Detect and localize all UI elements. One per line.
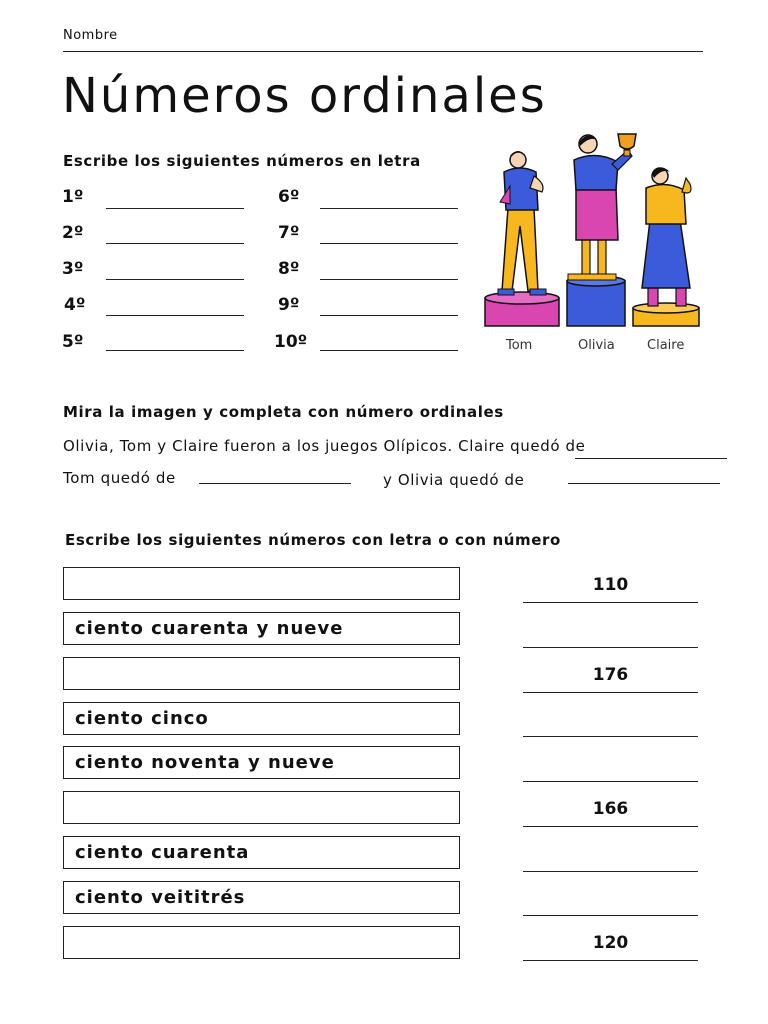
name-field-line[interactable] xyxy=(63,51,703,52)
number-cell[interactable]: 120 xyxy=(523,928,698,961)
ordinal-label: 6º xyxy=(278,187,300,207)
words-box[interactable]: ciento veititrés xyxy=(63,881,460,914)
words-box[interactable] xyxy=(63,926,460,959)
ordinal-label: 3º xyxy=(62,259,84,279)
number-cell[interactable]: 176 xyxy=(523,660,698,693)
ordinal-answer-line[interactable] xyxy=(320,315,458,316)
ordinal-answer-line[interactable] xyxy=(106,279,244,280)
number-cell[interactable]: 110 xyxy=(523,570,698,603)
tom-answer-line[interactable] xyxy=(199,483,351,484)
ordinal-answer-line[interactable] xyxy=(320,208,458,209)
ordinal-label: 8º xyxy=(278,259,300,279)
ordinal-label: 1º xyxy=(62,187,84,207)
claire-answer-line[interactable] xyxy=(575,458,727,459)
page-title: Números ordinales xyxy=(62,68,547,124)
number-cell[interactable] xyxy=(523,615,698,648)
sentence-2a: Tom quedó de xyxy=(63,469,176,487)
ordinal-label: 7º xyxy=(278,223,300,243)
number-cell[interactable] xyxy=(523,704,698,737)
tom-figure-icon xyxy=(485,151,559,326)
olivia-answer-line[interactable] xyxy=(568,483,720,484)
section1-instruction: Escribe los siguientes números en letra xyxy=(63,152,421,170)
ordinal-label: 9º xyxy=(278,295,300,315)
olivia-figure-icon xyxy=(567,134,636,326)
ordinal-label: 2º xyxy=(62,223,84,243)
words-box[interactable] xyxy=(63,657,460,690)
ordinal-label: 10º xyxy=(274,332,308,352)
sentence-1: Olivia, Tom y Claire fueron a los juegos Olípicos. Claire quedó de xyxy=(63,437,586,455)
number-cell[interactable] xyxy=(523,883,698,916)
section2-instruction: Mira la imagen y completa con número ordinales xyxy=(63,403,504,421)
words-box[interactable]: ciento noventa y nueve xyxy=(63,746,460,779)
number-cell[interactable] xyxy=(523,749,698,782)
ordinal-answer-line[interactable] xyxy=(106,243,244,244)
ordinal-answer-line[interactable] xyxy=(106,350,244,351)
claire-figure-icon xyxy=(633,167,699,326)
ordinal-answer-line[interactable] xyxy=(320,243,458,244)
number-cell[interactable] xyxy=(523,839,698,872)
name-label: Nombre xyxy=(63,28,118,43)
words-box[interactable]: ciento cuarenta y nueve xyxy=(63,612,460,645)
section3-instruction: Escribe los siguientes números con letra o con número xyxy=(65,531,561,549)
ordinal-label: 5º xyxy=(62,332,84,352)
podium-illustration xyxy=(480,126,705,336)
ordinal-answer-line[interactable] xyxy=(106,315,244,316)
words-box[interactable] xyxy=(63,791,460,824)
words-box[interactable]: ciento cinco xyxy=(63,702,460,735)
podium-name-claire: Claire xyxy=(647,338,685,353)
podium-name-olivia: Olivia xyxy=(578,338,615,353)
podium-name-tom: Tom xyxy=(506,338,533,353)
ordinal-answer-line[interactable] xyxy=(106,208,244,209)
number-cell[interactable]: 166 xyxy=(523,794,698,827)
ordinal-label: 4º xyxy=(64,295,86,315)
words-box[interactable]: ciento cuarenta xyxy=(63,836,460,869)
ordinal-answer-line[interactable] xyxy=(320,350,458,351)
words-box[interactable] xyxy=(63,567,460,600)
sentence-2b: y Olivia quedó de xyxy=(383,471,525,489)
ordinal-answer-line[interactable] xyxy=(320,279,458,280)
